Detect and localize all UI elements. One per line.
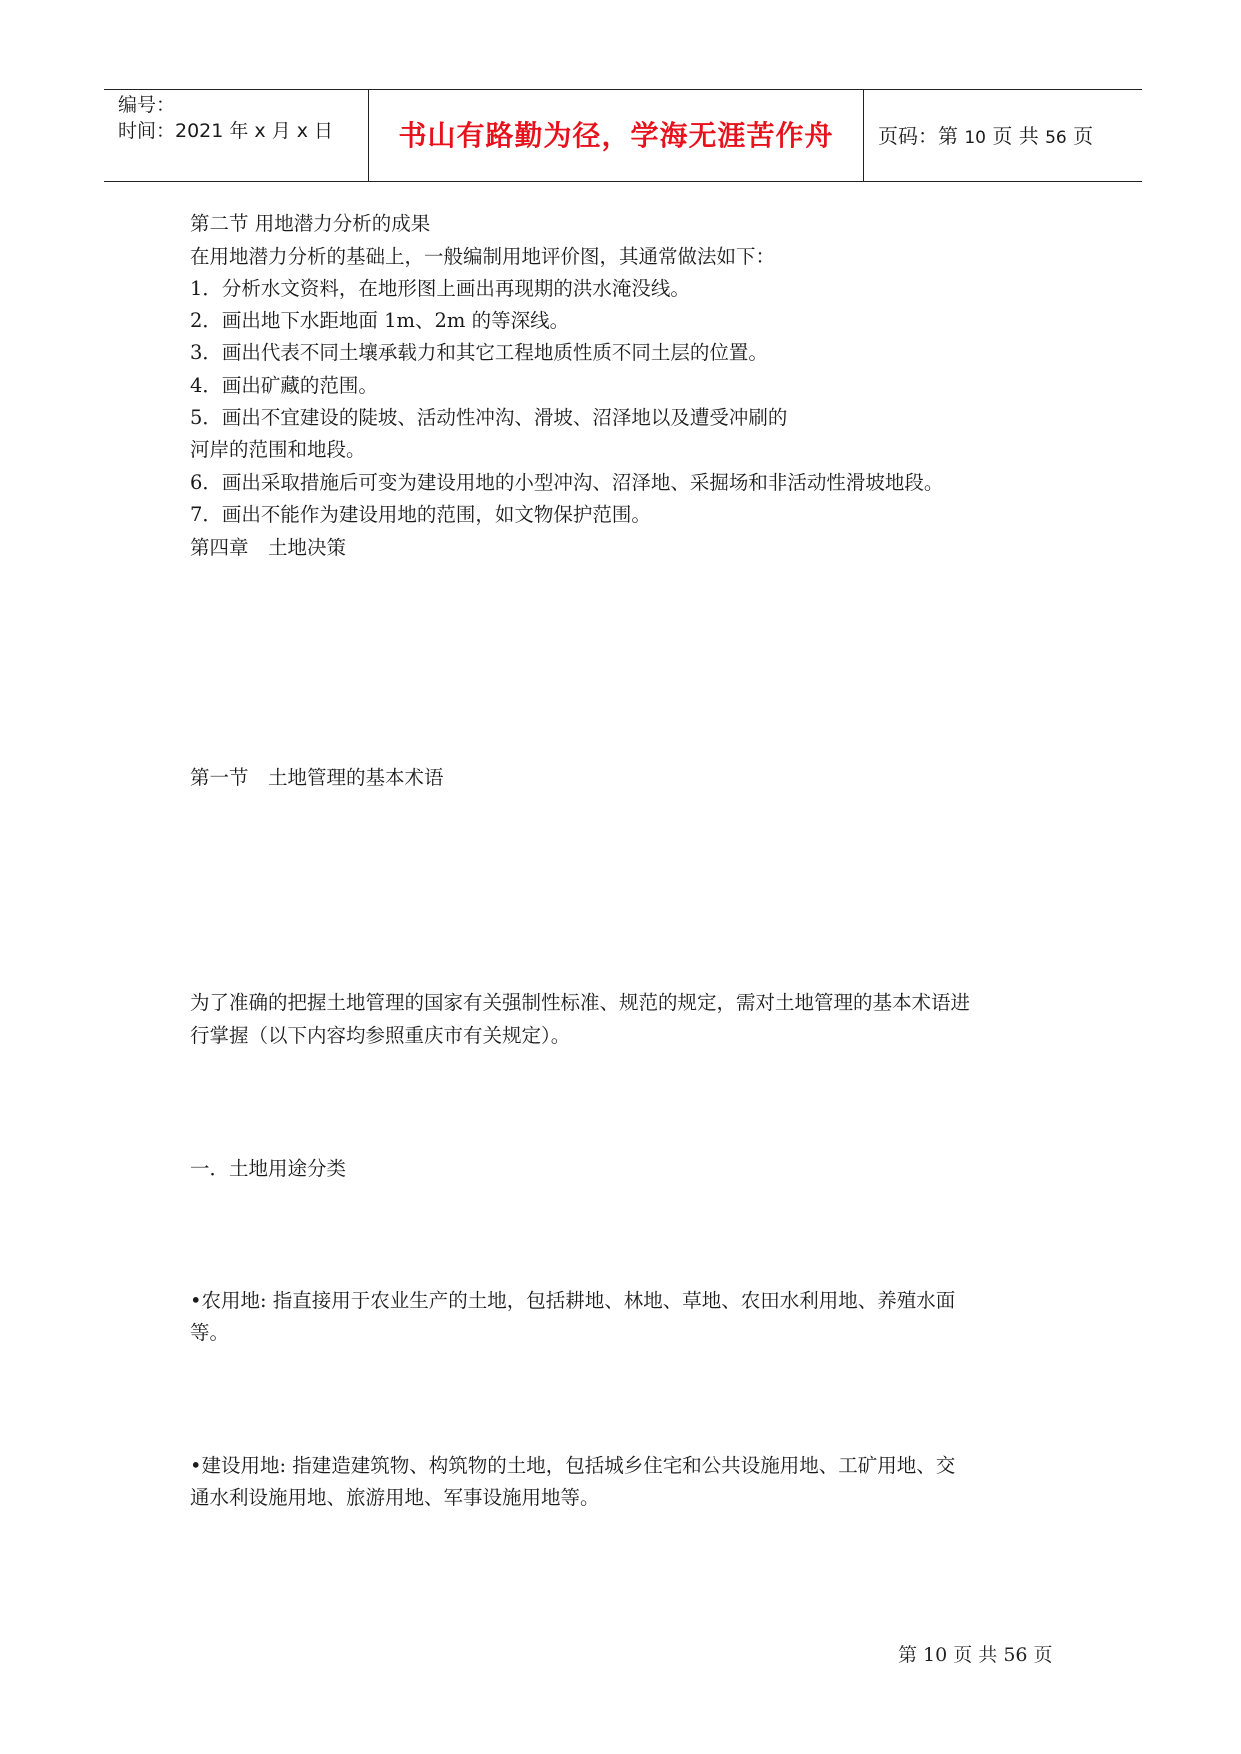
document-code-label: 编号： bbox=[118, 94, 176, 116]
list-item: 4．画出矿藏的范围。 bbox=[190, 374, 378, 397]
header-page-info bbox=[878, 124, 1093, 150]
list-item: 6．画出采取措施后可变为建设用地的小型冲沟、沼泽地、采掘场和非活动性滑坡地段。 bbox=[190, 471, 944, 494]
section-heading: 第一节 土地管理的基本术语 bbox=[190, 766, 444, 789]
list-item-continuation: 河岸的范围和地段。 bbox=[190, 438, 366, 461]
subsection-heading: 一．土地用途分类 bbox=[190, 1157, 347, 1180]
paragraph-line: 在用地潜力分析的基础上，一般编制用地评价图，其通常做法如下： bbox=[190, 245, 776, 268]
paragraph-line: 为了准确的把握土地管理的国家有关强制性标准、规范的规定，需对土地管理的基本术语进 bbox=[190, 991, 971, 1014]
list-item: 1．分析水文资料，在地形图上画出再现期的洪水淹没线。 bbox=[190, 277, 690, 300]
page-footer: 第 10 页 共 56 页 bbox=[898, 1644, 1053, 1666]
header-info-cell bbox=[104, 90, 369, 181]
list-item: 5．画出不宜建设的陡坡、活动性冲沟、滑坡、沼泽地以及遭受冲刷的 bbox=[190, 406, 788, 429]
chapter-heading: 第四章 土地决策 bbox=[190, 536, 347, 559]
definition-line: •建设用地: 指建造建筑物、构筑物的土地，包括城乡住宅和公共设施用地、工矿用地、交 bbox=[190, 1454, 956, 1477]
page-suffix: 页 bbox=[1073, 124, 1094, 148]
page-number: 10 bbox=[964, 128, 986, 148]
definition-line: 通水利设施用地、旅游用地、军事设施用地等。 bbox=[190, 1486, 600, 1509]
page-total: 56 bbox=[1045, 128, 1067, 148]
paragraph-line: 行掌握（以下内容均参照重庆市有关规定）。 bbox=[190, 1024, 571, 1047]
header-page-cell bbox=[864, 90, 1142, 181]
section-heading: 第二节 用地潜力分析的成果 bbox=[190, 212, 431, 235]
page-prefix: 页码：第 bbox=[878, 124, 958, 148]
list-item: 2．画出地下水距地面 1m、2m 的等深线。 bbox=[190, 309, 570, 332]
header-motto: 书山有路勤为径，学海无涯苦作舟 bbox=[398, 119, 834, 152]
document-time: 时间：2021 年 x 月 x 日 bbox=[118, 120, 334, 142]
definition-line: •农用地: 指直接用于农业生产的土地，包括耕地、林地、草地、农田水利用地、养殖水面 bbox=[190, 1289, 956, 1312]
page-mid: 页 共 bbox=[992, 124, 1039, 148]
document-header bbox=[104, 89, 1142, 182]
list-item: 3．画出代表不同土壤承载力和其它工程地质性质不同土层的位置。 bbox=[190, 341, 768, 364]
list-item: 7．画出不能作为建设用地的范围，如文物保护范围。 bbox=[190, 503, 651, 526]
definition-line: 等。 bbox=[190, 1321, 230, 1344]
header-motto-cell bbox=[369, 90, 864, 181]
